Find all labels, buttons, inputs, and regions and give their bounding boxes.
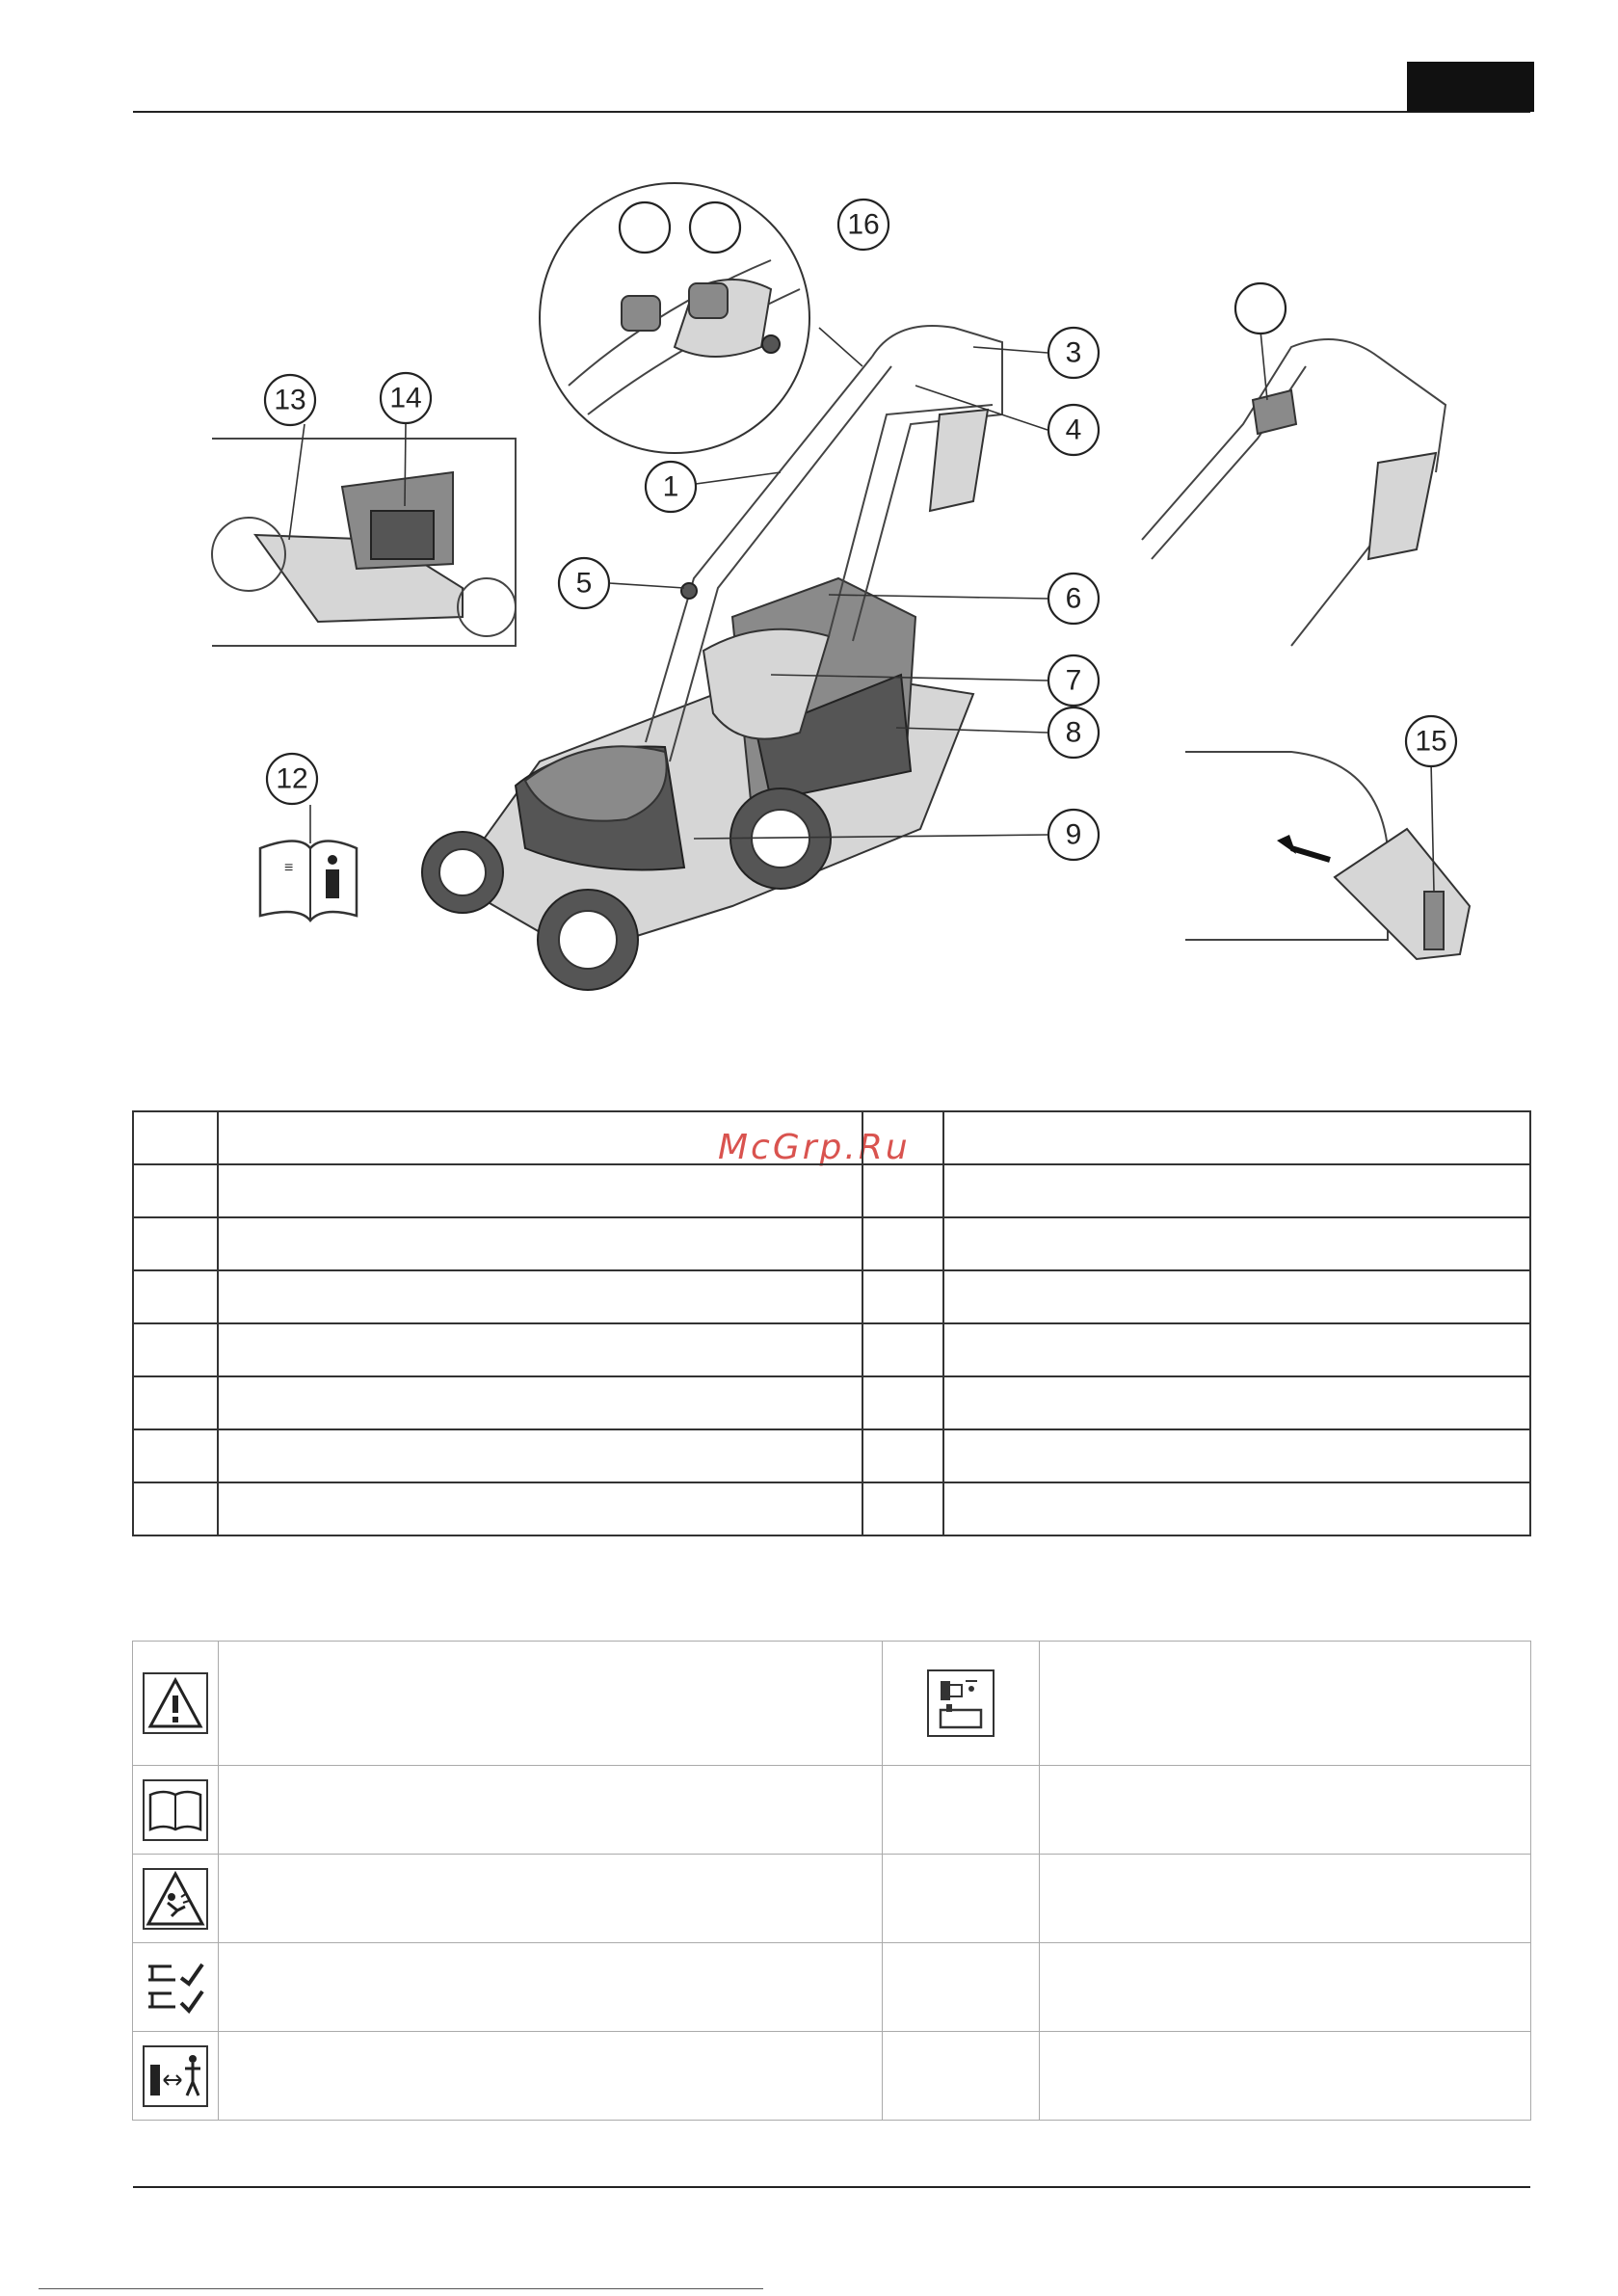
callout-15: [1406, 716, 1456, 766]
callout-1: [646, 462, 696, 512]
table-row: [133, 2032, 1531, 2121]
symbols-table: [132, 1641, 1531, 2121]
svg-text:7: 7: [1065, 664, 1082, 697]
svg-text:8: 8: [1065, 716, 1082, 749]
callout-7: [1048, 655, 1099, 706]
svg-text:9: 9: [1065, 818, 1082, 851]
callout-9: [1048, 810, 1099, 860]
callout-4: [1048, 405, 1099, 455]
svg-text:3: 3: [1065, 336, 1082, 369]
handle-cable-detail: [1142, 339, 1446, 646]
footer-line: [39, 2288, 763, 2289]
svg-text:13: 13: [274, 384, 306, 416]
svg-text:6: 6: [1065, 582, 1082, 615]
table-row: [133, 1855, 1531, 1943]
info-manual-icon: [260, 841, 357, 921]
callout-8: [1048, 707, 1099, 758]
open-book-icon: [143, 1779, 208, 1841]
table-row: [133, 1217, 1530, 1270]
thrown-objects-hazard-icon: [143, 1868, 208, 1930]
parts-table: [132, 1110, 1531, 1536]
callout-14: [381, 373, 431, 423]
table-row: [133, 1111, 1530, 1164]
rear-flap-detail: [1185, 752, 1470, 959]
svg-text:16: 16: [847, 208, 880, 241]
svg-text:5: 5: [575, 567, 593, 600]
table-row: [133, 1482, 1530, 1535]
disconnect-spark-plug-icon: [143, 1957, 208, 2018]
callout-blank-b: [690, 202, 740, 253]
callout-13: [265, 375, 315, 425]
callout-blank-a: [620, 202, 670, 253]
table-row: [133, 1323, 1530, 1376]
warning-triangle-icon: [143, 1672, 208, 1734]
svg-text:14: 14: [389, 382, 422, 414]
svg-text:15: 15: [1415, 725, 1447, 758]
table-row: [133, 1270, 1530, 1323]
mulching-detail: [212, 439, 516, 646]
grass-collector-icon: [927, 1669, 995, 1737]
table-row: [133, 1642, 1531, 1766]
watermark: McGrp.Ru: [718, 1128, 911, 1167]
lawnmower-diagram: [0, 0, 1618, 1041]
svg-text:4: 4: [1065, 414, 1082, 446]
svg-text:≡: ≡: [284, 860, 294, 876]
table-row: [133, 1429, 1530, 1482]
front-left-wheel: [422, 832, 503, 913]
table-row: [133, 1766, 1531, 1855]
svg-text:1: 1: [662, 470, 679, 503]
front-right-wheel: [538, 890, 638, 990]
keep-distance-icon: [143, 2045, 208, 2107]
callout-12: [267, 754, 317, 804]
table-row: [133, 1943, 1531, 2032]
callout-blank-c: [1235, 283, 1286, 334]
callout-16: [838, 200, 889, 250]
callout-6: [1048, 574, 1099, 624]
table-row: [133, 1164, 1530, 1217]
callout-5: [559, 558, 609, 608]
svg-text:12: 12: [276, 762, 308, 795]
footer-rule: [133, 2186, 1530, 2188]
table-row: [133, 1376, 1530, 1429]
callout-3: [1048, 328, 1099, 378]
